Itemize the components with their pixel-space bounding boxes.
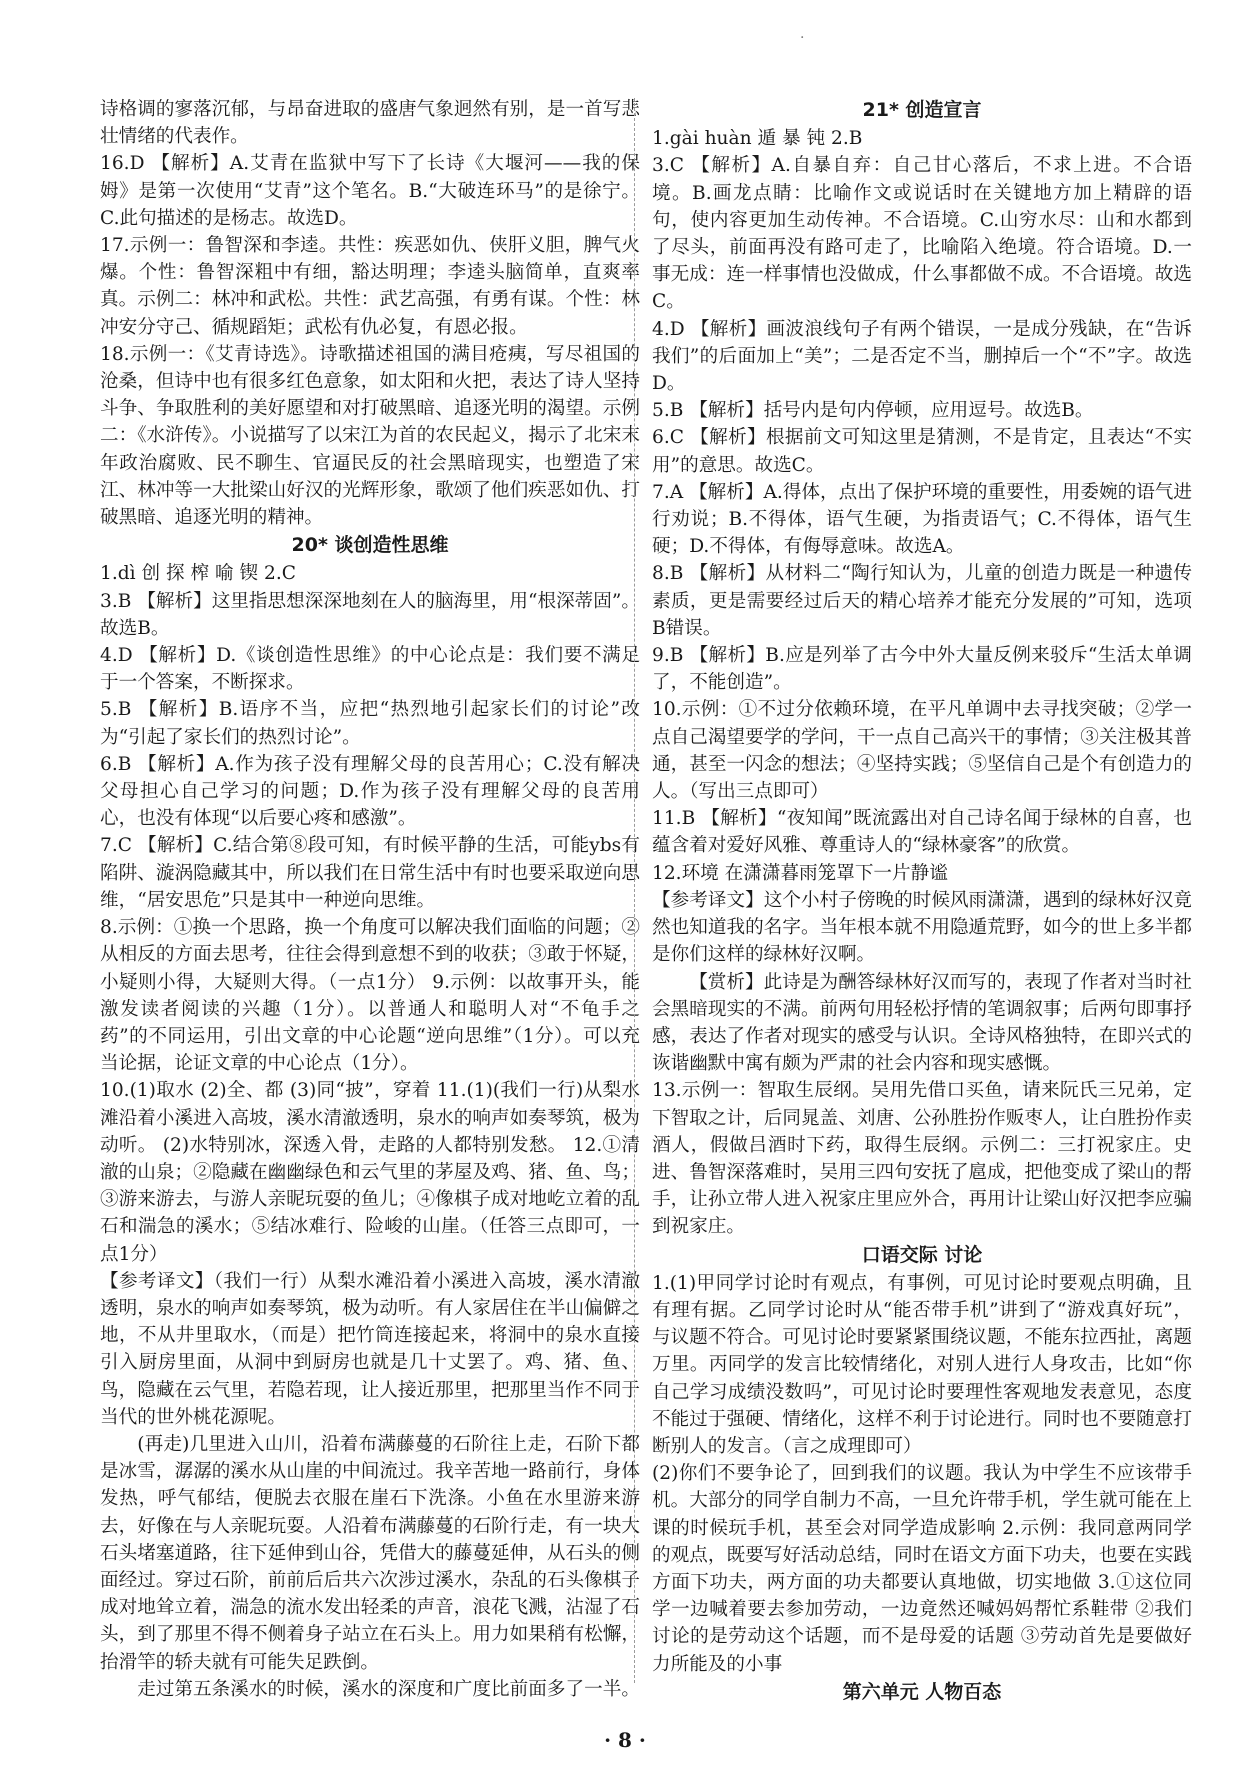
top-mark: · xyxy=(800,30,805,46)
answer-paragraph: 6.C 【解析】根据前文可知这里是猜测，不是肯定，且表达“不实用”的意思。故选C。 xyxy=(652,427,1192,476)
answer-paragraph: 16.D 【解析】A.艾青在监狱中写下了长诗《大堰河——我的保姆》是第一次使用“艾青”这个笔名。B.“大破连环马”的是徐宁。C.此句描述的是杨志。故选D。 xyxy=(100,153,640,229)
answer-paragraph: 【赏析】此诗是为酬答绿林好汉而写的，表现了作者对当时社会黑暗现实的不满。前两句用轻松抒情的笔调叙事；后两句即事抒感，表达了作者对现实的感受与认识。全诗风格独特，在即兴式的诙谐幽默中寓有颇为严肃的社会内容和现实感慨。 xyxy=(652,971,1192,1075)
answer-paragraph: 1.dì 创 探 榨 喻 锲 2.C xyxy=(100,563,296,585)
answer-paragraph: 9.B 【解析】B.应是列举了古今中外大量反例来驳斥“生活太单调了，不能创造”。 xyxy=(652,645,1192,694)
answer-paragraph: 诗格调的寥落沉郁，与昂奋进取的盛唐气象迥然有别，是一首写悲壮情绪的代表作。 xyxy=(100,99,640,148)
answer-paragraph: 【参考译文】（我们一行）从梨水滩沿着小溪进入高坡，溪水清澈透明，泉水的响声如奏琴筑，极为动听。有人家居住在半山偏僻之地，不从井里取水，（而是）把竹筒连接起来，将洞中的泉水直接引入厨房里面，从洞中到厨房也就是几十丈罢了。鸡、猪、鱼、鸟，隐藏在云气里，若隐若现，让人接近那里，把那里当作不同于当代的世外桃花源呢。 xyxy=(100,1270,640,1428)
section-heading: 21* 创造宣言 xyxy=(862,99,982,121)
answer-paragraph: 3.B 【解析】这里指思想深深地刻在人的脑海里，用“根深蒂固”。故选B。 xyxy=(100,590,640,639)
section-heading: 20* 谈创造性思维 xyxy=(291,534,449,557)
section-heading: 口语交际 讨论 xyxy=(861,1243,983,1266)
answer-paragraph: 10.(1)取水 (2)全、都 (3)同“披”，穿着 11.(1)(我们一行)从梨水滩沿着小溪进入高坡，溪水清澈透明，泉水的响声如奏琴筑，极为动听。 (2)水特别冰，深透入骨，走路的人都特别发愁。 12.①清澈的山泉；②隐藏在幽幽绿色和云气里的茅屋及鸡、猪、鱼、鸟；③游来游去，与游人亲昵玩耍的鱼儿；④像棋子成对地屹立着的乱石和湍急的溪水；⑤结冰难行、险峻的山崖。（任答三点即可，一点1分） xyxy=(100,1080,640,1265)
answer-paragraph: 4.D 【解析】画波浪线句子有两个错误，一是成分残缺，在“告诉我们”的后面加上“美”；二是否定不当，删掉后一个“不”字。故选D。 xyxy=(652,318,1192,395)
answer-paragraph: 18.示例一：《艾青诗选》。诗歌描述祖国的满目疮痍，写尽祖国的沧桑，但诗中也有很多红色意象，如太阳和火把，表达了诗人坚持斗争、争取胜利的美好愿望和对打破黑暗、追逐光明的渴望。示例二：《水浒传》。小说描写了以宋江为首的农民起义，揭示了北宋末年政治腐败、民不聊生、官逼民反的社会黑暗现实，也塑造了宋江、林冲等一大批梁山好汉的光辉形象，歌颂了他们疾恶如仇、打破黑暗、追逐光明的精神。 xyxy=(100,343,640,529)
answer-paragraph: 12.环境 在潇潇暮雨笼罩下一片静谧 xyxy=(652,862,948,884)
answer-paragraph: 1.(1)甲同学讨论时有观点，有事例，可见讨论时要观点明确，且有理有据。乙同学讨论时从“能否带手机”讲到了“游戏真好玩”，与议题不符合。可见讨论时要紧紧围绕议题，不能东拉西扯，离题万里。丙同学的发言比较情绪化，对别人进行人身攻击，比如“你自己学习成绩没数吗”，可见讨论时要理性客观地发表意见，态度不能过于强硬、情绪化，这样不利于讨论进行。同时也不要随意打断别人的发言。（言之成理即可） xyxy=(652,1272,1192,1457)
answer-paragraph: 3.C 【解析】A.自暴自弃：自己甘心落后，不求上进。不合语境。B.画龙点睛：比喻作文或说话时在关键地方加上精辟的语句，使内容更加生动传神。不合语境。C.山穷水尽：山和水都到了尽头，前面再没有路可走了，比喻陷入绝境。符合语境。D.一事无成：连一样事情也没做成，什么事都做不成。不合语境。故选C。 xyxy=(652,155,1192,313)
answer-paragraph: 6.B 【解析】A.作为孩子没有理解父母的良苦用心；C.没有解决父母担心自己学习的问题；D.作为孩子没有理解父母的良苦用心，也没有体现“以后要心疼和感激”。 xyxy=(100,753,640,830)
answer-paragraph: 8.示例：①换一个思路，换一个角度可以解决我们面临的问题；②从相反的方面去思考，往往会得到意想不到的收获；③敢于怀疑，小疑则小得，大疑则大得。（一点1分） 9.示例：以故事开头，能激发读者阅读的兴趣（1分）。以普通人和聪明人对“不龟手之药”的不同运用，引出文章的中心论题“逆向思维”（1分）。可以充当论据，论证文章的中心论点（1分）。 xyxy=(100,917,640,1075)
left-column xyxy=(100,96,640,1706)
answer-paragraph: 【参考译文】这个小村子傍晚的时候风雨潇潇，遇到的绿林好汉竟然也知道我的名字。当年根本就不用隐遁荒野，如今的世上多半都是你们这样的绿林好汉啊。 xyxy=(652,889,1192,966)
answer-paragraph: 7.C 【解析】C.结合第⑧段可知，有时候平静的生活，可能ybs有陷阱、漩涡隐藏其中，所以我们在日常生活中有时也要采取逆向思维，“居安思危”只是其中一种逆向思维。 xyxy=(100,835,640,911)
answer-paragraph: 17.示例一：鲁智深和李逵。共性：疾恶如仇、侠肝义胆，脾气火爆。个性：鲁智深粗中有细，豁达明理；李逵头脑简单，直爽率真。示例二：林冲和武松。共性：武艺高强，有勇有谋。个性：林冲安分守己、循规蹈矩；武松有仇必复，有恩必报。 xyxy=(100,235,640,338)
section-heading: 第六单元 人物百态 xyxy=(842,1680,1002,1703)
answer-paragraph: (2)你们不要争论了，回到我们的议题。我认为中学生不应该带手机。大部分的同学自制力不高，一旦允许带手机，学生就可能在上课的时候玩手机，甚至会对同学造成影响 2.示例：我同意两同学的观点，既要写好活动总结，同时在语文方面下功夫，也要在实践方面下功夫，两方面的功夫都要认真地做，切实地做 3.①这位同学一边喊着要去参加劳动，一边竟然还喊妈妈帮忙系鞋带 ②我们讨论的是劳动这个话题，而不是母爱的话题 ③劳动首先是要做好力所能及的小事 xyxy=(652,1463,1192,1675)
answer-paragraph: 10.示例：①不过分依赖环境，在平凡单调中去寻找突破；②学一点自己渴望要学的学问，干一点自己高兴干的事情；③关注极其普通，甚至一闪念的想法；④坚持实践；⑤坚信自己是个有创造力的人。（写出三点即可） xyxy=(652,699,1192,803)
right-column xyxy=(652,96,1192,1706)
answer-paragraph: 走过第五条溪水的时候，溪水的深度和广度比前面多了一半。 xyxy=(137,1678,640,1700)
answer-paragraph: 5.B 【解析】B.语序不当，应把“热烈地引起家长们的讨论”改为“引起了家长们的热烈讨论”。 xyxy=(100,699,640,748)
answer-paragraph: 5.B 【解析】括号内是句内停顿，应用逗号。故选B。 xyxy=(652,400,1094,422)
answer-paragraph: (再走)几里进入山川，沿着布满藤蔓的石阶往上走，石阶下都是冰雪，潺潺的溪水从山崖的中间流过。我辛苦地一路前行，身体发热，呼气郁结，便脱去衣服在崖石下洗涤。小鱼在水里游来游去，好像在与人亲昵玩耍。人沿着布满藤蔓的石阶行走，有一块大石头堵塞道路，往下延伸到山谷，凭借大的藤蔓延伸，从石头的侧面经过。穿过石阶，前前后后共六次涉过溪水，杂乱的石头像棋子成对地耸立着，湍急的流水发出轻柔的声音，浪花飞溅，沾湿了石头，到了那里不得不侧着身子站立在石头上。用力如果稍有松懈，抬滑竿的轿夫就有可能失足跌倒。 xyxy=(100,1433,640,1673)
page-number: · 8 · xyxy=(604,1728,646,1752)
answer-paragraph: 11.B 【解析】“夜知闻”既流露出对自己诗名闻于绿林的自喜，也蕴含着对爱好风雅、尊重诗人的“绿林豪客”的欣赏。 xyxy=(652,808,1192,857)
answer-paragraph: 13.示例一：智取生辰纲。吴用先借口买鱼，请来阮氏三兄弟，定下智取之计，后同晁盖、刘唐、公孙胜扮作贩枣人，让白胜扮作卖酒人，假做吕酒时下药，取得生辰纲。示例二：三打祝家庄。史进、鲁智深落难时，吴用三四句安抚了扈成，把他变成了梁山的帮手，让孙立带人进入祝家庄里应外合，再用计让梁山好汉把李应骗到祝家庄。 xyxy=(652,1080,1192,1238)
answer-paragraph: 7.A 【解析】A.得体，点出了保护环境的重要性，用委婉的语气进行劝说；B.不得体，语气生硬，为指责语气；C.不得体，语气生硬；D.不得体，有侮辱意味。故选A。 xyxy=(652,481,1192,558)
answer-paragraph: 8.B 【解析】从材料二“陶行知认为，儿童的创造力既是一种遗传素质，更是需要经过后天的精心培养才能充分发展的”可知，选项B错误。 xyxy=(652,563,1192,639)
answer-paragraph: 1.gài huàn 遁 暴 钝 2.B xyxy=(652,128,863,150)
answer-paragraph: 4.D 【解析】D.《谈创造性思维》的中心论点是：我们要不满足于一个答案，不断探求。 xyxy=(100,645,640,694)
column-divider xyxy=(634,98,635,1683)
